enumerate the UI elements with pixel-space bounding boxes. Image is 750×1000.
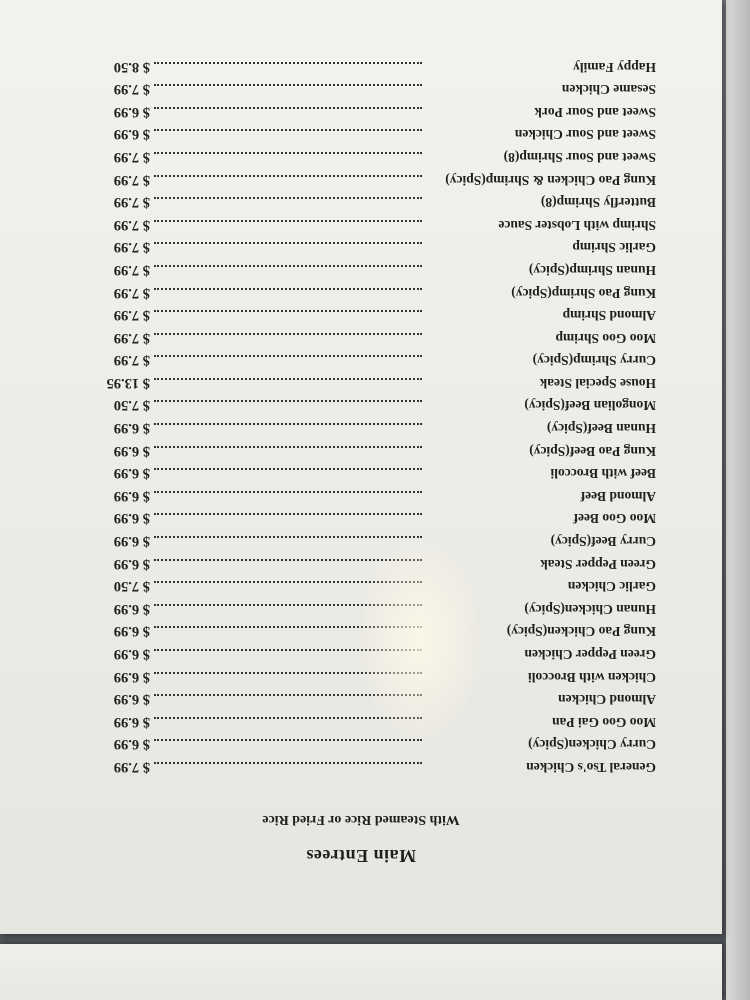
dot-leader (154, 491, 422, 493)
dot-leader (154, 604, 422, 606)
menu-item-name: Kung Pao Chicken & Shrimp(Spicy) (445, 172, 656, 188)
menu-item-name: Chicken with Broccoli (528, 669, 656, 685)
menu-item-price: $ 7.99 (113, 216, 150, 233)
menu-item-list (0, 55, 722, 778)
menu-item-name: Kung Pao Chicken(Spicy) (506, 624, 656, 640)
menu-item (0, 326, 722, 349)
menu-item-name: Kung Pao Shrimp(Spicy) (511, 285, 656, 301)
menu-item (0, 620, 722, 643)
menu-item (0, 100, 722, 123)
menu-item (0, 552, 722, 575)
menu-item-price: $ 7.99 (113, 148, 150, 165)
menu-item-name: House Special Steak (539, 375, 656, 391)
menu-item (0, 349, 722, 372)
menu-item (0, 417, 722, 440)
menu-item-price: $ 6.99 (113, 668, 150, 685)
menu-item-name: Green Pepper Chicken (524, 647, 656, 663)
menu-header (0, 811, 722, 866)
dot-leader (154, 694, 422, 696)
dot-leader (154, 672, 422, 674)
menu-item-price: $ 6.99 (113, 736, 150, 753)
menu-item-name: Happy Family (573, 59, 656, 75)
menu-item-name: Sweet and Sour Pork (534, 104, 656, 120)
menu-item-name: Butterfly Shrimp(8) (540, 195, 656, 211)
menu-item-price: $ 7.99 (113, 194, 150, 211)
menu-item (0, 394, 722, 417)
menu-item-price: $ 7.99 (113, 759, 150, 775)
menu-item-name: Hunan Beef(Spicy) (546, 421, 656, 437)
dot-leader (154, 446, 422, 448)
menu-title: Main Entrees (305, 846, 417, 866)
dot-leader (154, 152, 422, 154)
menu-item-name: Almond Beef (580, 488, 656, 504)
menu-item (0, 123, 722, 146)
dot-leader (154, 129, 422, 131)
menu-item-name: Garlic Chicken (567, 579, 656, 595)
menu-item-name: Beef with Broccoli (550, 466, 656, 482)
menu-item-price: $ 6.99 (113, 555, 150, 572)
menu-item-price: $ 7.99 (113, 261, 150, 278)
menu-item-name: Sweet and Sour Chicken (514, 127, 656, 143)
menu-item-price: $ 6.99 (113, 646, 150, 663)
menu-item-price: $ 6.99 (113, 691, 150, 708)
dot-leader (154, 649, 422, 651)
menu-item (0, 258, 722, 281)
menu-item-price: $ 7.99 (113, 239, 150, 256)
menu-item-price: $ 6.99 (113, 442, 150, 459)
dot-leader (154, 197, 422, 199)
menu-item (0, 733, 722, 756)
menu-item (0, 710, 722, 733)
dot-leader (154, 513, 422, 515)
dot-leader (154, 288, 422, 290)
menu-item-name: Garlic Shrimp (572, 240, 656, 256)
menu-item (0, 439, 722, 462)
menu-item (0, 145, 722, 168)
menu-item-price: $ 7.50 (113, 397, 150, 414)
menu-item-price: $ 6.99 (113, 600, 150, 617)
menu-item-name: Hunan Shrimp(Spicy) (528, 262, 656, 278)
menu-item (0, 78, 722, 101)
menu-item-price: $ 6.99 (113, 420, 150, 437)
menu-item-name: Kung Pao Beef(Spicy) (529, 443, 656, 459)
dot-leader (154, 468, 422, 470)
dot-leader (154, 401, 422, 403)
dot-leader (154, 175, 422, 177)
dot-leader (154, 84, 422, 86)
menu-item-name: Almond Chicken (558, 692, 656, 708)
dot-leader (154, 423, 422, 425)
dot-leader (154, 378, 422, 380)
dot-leader (154, 739, 422, 741)
dot-leader (154, 717, 422, 719)
menu-item-name: Moo Goo Shrimp (555, 330, 656, 346)
menu-item (0, 755, 722, 778)
dot-leader (154, 581, 422, 583)
menu-item-name: Moo Goo Beef (573, 511, 656, 527)
menu-item-price: $ 6.99 (113, 465, 150, 482)
next-menu-page (0, 944, 722, 1000)
menu-item (0, 688, 722, 711)
menu-item (0, 462, 722, 485)
menu-item-price: $ 7.99 (113, 171, 150, 188)
menu-item (0, 529, 722, 552)
dot-leader (154, 333, 422, 335)
menu-item (0, 55, 722, 78)
dot-leader (154, 107, 422, 109)
menu-item-price: $ 6.99 (113, 510, 150, 527)
menu-item-price: $ 6.99 (113, 126, 150, 143)
menu-item-name: Almond Shrimp (562, 308, 656, 324)
menu-item (0, 507, 722, 530)
menu-item-price: $ 6.99 (113, 103, 150, 120)
dot-leader (154, 62, 422, 64)
menu-item-price: $ 7.50 (113, 578, 150, 595)
dot-leader (154, 559, 422, 561)
menu-item-price: $ 8.50 (113, 58, 150, 75)
menu-item-price: $ 13.95 (106, 374, 150, 391)
menu-item-name: Mongolian Beef(Spicy) (524, 398, 656, 414)
menu-item (0, 665, 722, 688)
menu-item-price: $ 6.99 (113, 713, 150, 730)
dot-leader (154, 355, 422, 357)
menu-item-price: $ 7.99 (113, 329, 150, 346)
dot-leader (154, 220, 422, 222)
menu-item (0, 371, 722, 394)
menu-item (0, 168, 722, 191)
menu-item-price: $ 6.99 (113, 533, 150, 550)
menu-item (0, 191, 722, 214)
menu-item (0, 213, 722, 236)
menu-item-price: $ 7.99 (113, 307, 150, 324)
dot-leader (154, 310, 422, 312)
menu-item-name: Hunan Chicken(Spicy) (524, 601, 656, 617)
menu-item-name: Sesame Chicken (561, 82, 656, 98)
menu-item (0, 281, 722, 304)
menu-item-name: General Tso's Chicken (526, 760, 656, 775)
menu-item (0, 597, 722, 620)
menu-item-price: $ 6.99 (113, 487, 150, 504)
menu-item-price: $ 6.99 (113, 623, 150, 640)
menu-item (0, 575, 722, 598)
dot-leader (154, 536, 422, 538)
menu-item-price: $ 7.99 (113, 81, 150, 98)
menu-subtitle: With Steamed Rice or Fried Rice (262, 812, 460, 827)
menu-item-name: Green Pepper Steak (540, 556, 656, 572)
dot-leader (154, 762, 422, 764)
menu-item-price: $ 7.99 (113, 352, 150, 369)
menu-item-name: Shrimp with Lobster Sauce (498, 217, 656, 233)
menu-item (0, 236, 722, 259)
menu-item-price: $ 7.99 (113, 284, 150, 301)
dot-leader (154, 242, 422, 244)
dot-leader (154, 265, 422, 267)
menu-item-name: Curry Shrimp(Spicy) (532, 353, 656, 369)
table-edge (726, 0, 750, 1000)
menu-item-name: Sweet and Sour Shrimp(8) (503, 149, 656, 165)
menu-item (0, 642, 722, 665)
menu-item (0, 484, 722, 507)
menu-item-name: Moo Goo Gai Pan (552, 714, 656, 730)
dot-leader (154, 626, 422, 628)
menu-item (0, 304, 722, 327)
menu-item-name: Curry Beef(Spicy) (550, 534, 656, 550)
menu-item-name: Curry Chicken(Spicy) (528, 737, 656, 753)
